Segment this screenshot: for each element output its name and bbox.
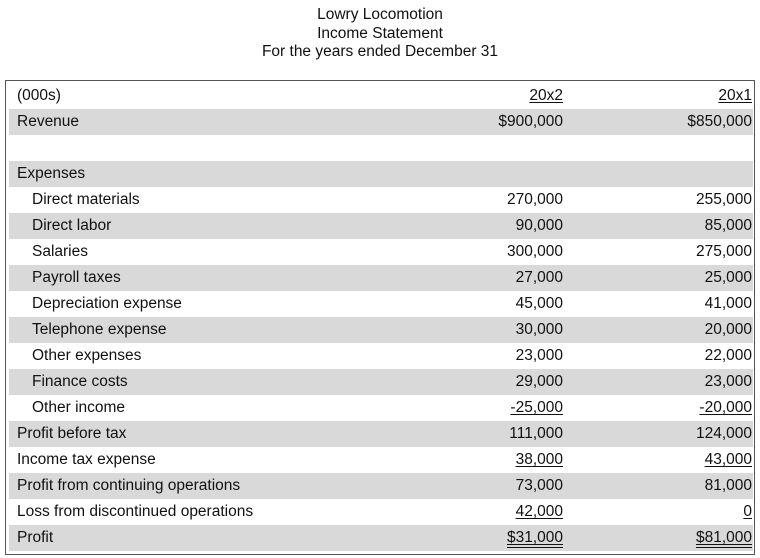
expense-row bbox=[9, 239, 753, 265]
value-20x1: 81,000 bbox=[704, 477, 752, 494]
value-20x1: 43,000 bbox=[704, 451, 752, 468]
expense-row bbox=[9, 265, 753, 291]
value-20x1: 275,000 bbox=[695, 243, 752, 260]
value-20x1: 22,000 bbox=[704, 347, 752, 364]
income-tax-row bbox=[9, 447, 753, 473]
value-20x1: 0 bbox=[743, 503, 752, 520]
value-20x1: $850,000 bbox=[687, 113, 752, 130]
value-20x1: 124,000 bbox=[695, 425, 752, 442]
row-label: Finance costs bbox=[32, 373, 128, 390]
expense-row bbox=[9, 369, 753, 395]
value-20x2: 111,000 bbox=[509, 425, 563, 442]
row-label: Profit from continuing operations bbox=[17, 477, 241, 494]
continuing-operations-row bbox=[9, 473, 753, 499]
row-label: Other expenses bbox=[32, 347, 142, 364]
row-label: Revenue bbox=[17, 113, 80, 130]
value-20x2: 42,000 bbox=[515, 503, 563, 520]
value-20x2: 29,000 bbox=[515, 373, 563, 390]
value-20x1: -20,000 bbox=[699, 399, 752, 416]
row-label: Payroll taxes bbox=[32, 269, 121, 286]
expense-row bbox=[9, 343, 753, 369]
expense-row bbox=[9, 187, 753, 213]
value-20x2: 27,000 bbox=[515, 269, 563, 286]
value-20x2: 90,000 bbox=[515, 217, 563, 234]
income-statement-table bbox=[5, 80, 755, 555]
statement-header bbox=[0, 6, 760, 62]
column-header-row bbox=[9, 83, 753, 109]
value-20x1: 85,000 bbox=[704, 217, 752, 234]
value-20x2: 73,000 bbox=[515, 477, 563, 494]
value-20x1: 255,000 bbox=[695, 191, 752, 208]
row-label: Telephone expense bbox=[32, 321, 167, 338]
value-20x2: -25,000 bbox=[510, 399, 563, 416]
expense-row bbox=[9, 395, 753, 421]
column-header-20x2: 20x2 bbox=[529, 87, 563, 104]
row-label: Other income bbox=[32, 399, 126, 416]
row-label: Depreciation expense bbox=[32, 295, 182, 312]
value-20x2: 23,000 bbox=[515, 347, 563, 364]
row-label: Loss from discontinued operations bbox=[17, 503, 254, 520]
discontinued-operations-row bbox=[9, 499, 753, 525]
units-label: (000s) bbox=[17, 87, 61, 104]
value-20x2: $31,000 bbox=[506, 529, 563, 546]
value-20x2: 30,000 bbox=[515, 321, 563, 338]
value-20x2: 38,000 bbox=[515, 451, 563, 468]
row-label: Profit before tax bbox=[17, 425, 127, 442]
value-20x1: $81,000 bbox=[695, 529, 752, 546]
statement-period: For the years ended December 31 bbox=[261, 43, 499, 60]
value-20x2: 270,000 bbox=[506, 191, 563, 208]
row-label: Profit bbox=[17, 529, 54, 546]
expense-row bbox=[9, 291, 753, 317]
profit-before-tax-row bbox=[9, 421, 753, 447]
value-20x1: 25,000 bbox=[704, 269, 752, 286]
company-name: Lowry Locomotion bbox=[317, 6, 443, 23]
value-20x1: 41,000 bbox=[704, 295, 752, 312]
row-label: Direct labor bbox=[32, 217, 112, 234]
expense-row bbox=[9, 317, 753, 343]
value-20x1: 23,000 bbox=[704, 373, 752, 390]
value-20x1: 20,000 bbox=[704, 321, 752, 338]
expenses-heading: Expenses bbox=[17, 165, 86, 182]
expense-row bbox=[9, 213, 753, 239]
revenue-row bbox=[9, 109, 753, 135]
value-20x2: 45,000 bbox=[515, 295, 563, 312]
row-label: Income tax expense bbox=[17, 451, 156, 468]
statement-title: Income Statement bbox=[317, 24, 443, 42]
value-20x2: 300,000 bbox=[506, 243, 563, 260]
value-20x2: $900,000 bbox=[498, 113, 563, 130]
blank-row bbox=[9, 135, 753, 161]
expenses-heading-row bbox=[9, 161, 753, 187]
row-label: Direct materials bbox=[32, 191, 140, 208]
row-label: Salaries bbox=[32, 243, 88, 260]
column-header-20x1: 20x1 bbox=[718, 87, 752, 104]
profit-row bbox=[9, 525, 753, 551]
